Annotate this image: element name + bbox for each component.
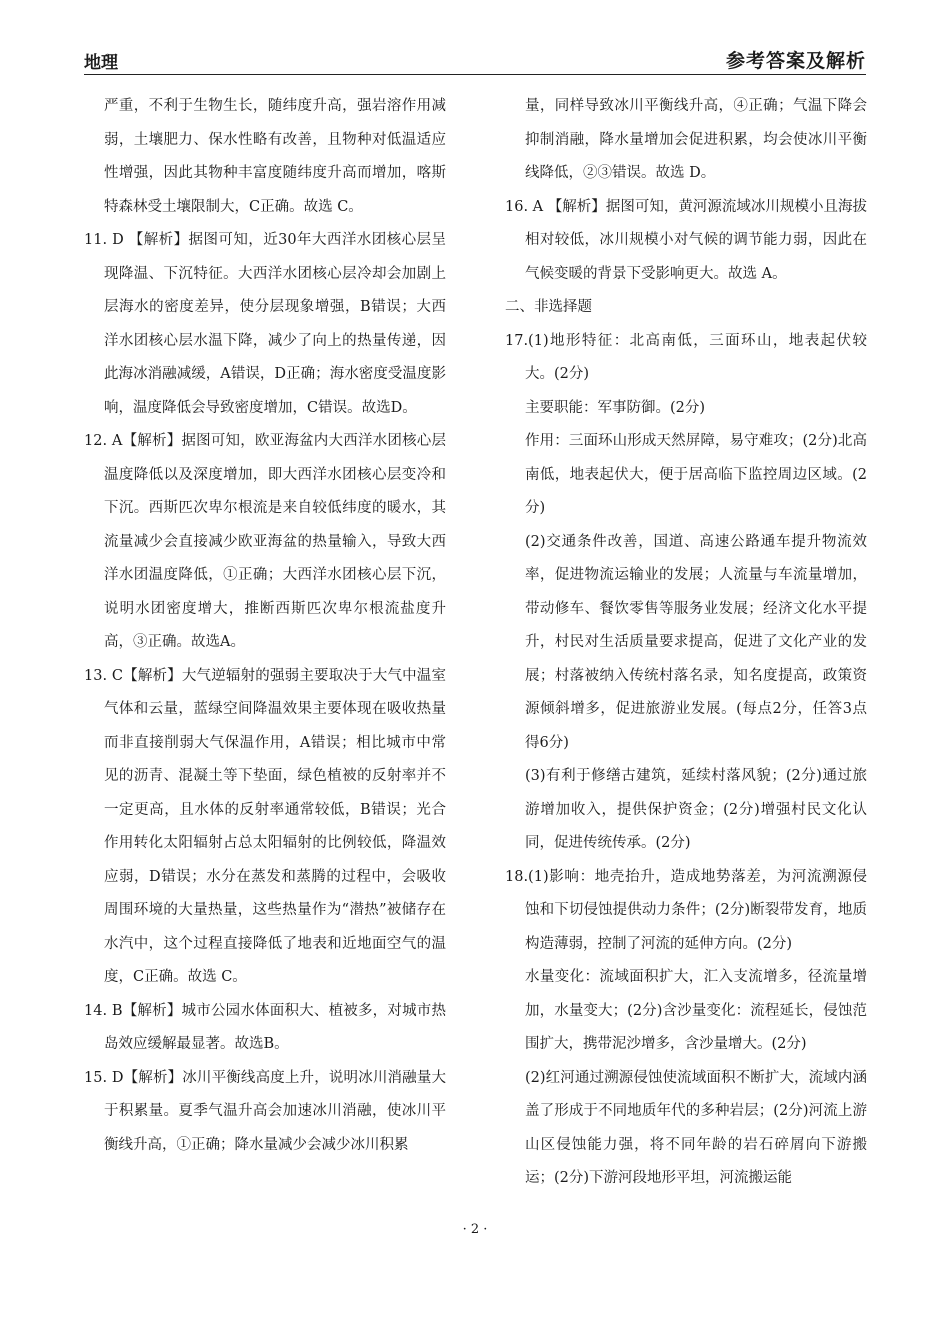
answer-item-17-part2: (2)交通条件改善，国道、高速公路通车提升物流效率，促进物流运输业的发展；人流量与车流量增加，带动修车、餐饮零售等服务业发展；经济文化水平提升，村民对生活质量要求提高，促进了文化产业的发展；村落被纳入传统村落名录，知名度提高，政策资源倾斜增多，促进旅游业发展。(每点2分，任答3点得6分) xyxy=(525,533,867,751)
answer-item-11: 11. D 【解析】据图可知，近30年大西洋水团核心层呈现降温、下沉特征。大西洋水团核心层冷却会加剧上层海水的密度差异，使分层现象增强，B错误；大西洋水团核心层水温下降，减少了向上的热量传递，因此海冰消融减缓，A错误，D正确；海水密度受温度影响，温度降低会导致密度增加，C错误。故选D。 xyxy=(84,232,446,416)
answer-item-14: 14. B【解析】城市公园水体面积大、植被多，对城市热岛效应缓解最显著。故选B。 xyxy=(84,1002,446,1052)
answer-item-16: 16. A 【解析】据图可知，黄河源流域冰川规模小且海拔相对较低，冰川规模小对气候的调节能力弱，因此在气候变暖的背景下受影响更大。故选 A。 xyxy=(505,198,867,282)
answer-item-17-part1: 17.(1)地形特征：北高南低，三面环山，地表起伏较大。(2分) xyxy=(505,332,867,382)
answer-item-17-part3: (3)有利于修缮古建筑，延续村落风貌；(2分)通过旅游增加收入，提供保护资金；(2分)增强村民文化认同，促进传统传承。(2分) xyxy=(525,768,867,851)
document-title: 参考答案及解析 xyxy=(725,50,866,72)
continuation-text: 量，同样导致冰川平衡线升高，④正确；气温下降会抑制消融，降水量增加会促进积累，均会使冰川平衡线降低，②③错误。故选 D。 xyxy=(525,98,867,181)
page-number: · 2 · xyxy=(462,1222,488,1237)
answer-item-17-function: 主要职能：军事防御。(2分) xyxy=(525,399,706,416)
answer-item-12: 12. A【解析】据图可知，欧亚海盆内大西洋水团核心层温度降低以及深度增加，即大西洋水团核心层变冷和下沉。西斯匹次卑尔根流是来自较低纬度的暖水，其流量减少会直接减少欧亚海盆的热量输入，导致大西洋水团温度降低，①正确；大西洋水团核心层下沉，说明水团密度增大，推断西斯匹次卑尔根流盐度升高，③正确。故选A。 xyxy=(84,433,446,650)
continuation-text: 严重，不利于生物生长，随纬度升高，强岩溶作用减弱，土壤肥力、保水性略有改善，且物种对低温适应性增强，因此其物种丰富度随纬度升高而增加，喀斯特森林受土壤限制大，C正确。故选 C。 xyxy=(104,98,446,215)
answer-item-13: 13. C【解析】大气逆辐射的强弱主要取决于大气中温室气体和云量，蓝绿空间降温效果主要体现在吸收热量而非直接削弱大气保温作用，A错误；相比城市中常见的沥青、混凝土等下垫面，绿色植被的反射率并不一定更高，且水体的反射率通常较低，B错误；光合作用转化太阳辐射占总太阳辐射的比例较低，降温效应弱，D错误；水分在蒸发和蒸腾的过程中，会吸收周围环境的大量热量，这些热量作为“潜热”被储存在水汽中，这个过程直接降低了地表和近地面空气的温度，C正确。故选 C。 xyxy=(84,667,446,985)
left-column xyxy=(84,90,446,1162)
section-heading: 二、非选择题 xyxy=(505,299,592,315)
answer-item-18-part2: (2)红河通过溯源侵蚀使流域面积不断扩大，流域内涵盖了形成于不同地质年代的多种岩层；(2分)河流上游山区侵蚀能力强，将不同年龄的岩石碎屑向下游搬运；(2分)下游河段地形平坦，河流搬运能 xyxy=(525,1069,867,1186)
page-header xyxy=(84,46,866,75)
right-column xyxy=(505,90,867,1196)
subject-label: 地理 xyxy=(84,53,118,73)
answer-item-17-effect: 作用：三面环山形成天然屏障，易守难攻；(2分)北高南低，地表起伏大，便于居高临下监控周边区域。(2分) xyxy=(525,433,867,516)
answer-item-18-part1: 18.(1)影响：地壳抬升，造成地势落差，为河流溯源侵蚀和下切侵蚀提供动力条件；(2分)断裂带发育，地质构造薄弱，控制了河流的延伸方向。(2分) xyxy=(505,868,867,952)
answer-item-15: 15. D【解析】冰川平衡线高度上升，说明冰川消融量大于积累量。夏季气温升高会加速冰川消融，使冰川平衡线升高，①正确；降水量减少会减少冰川积累 xyxy=(84,1069,446,1153)
answer-item-18-water: 水量变化：流域面积扩大，汇入支流增多，径流量增加，水量变大；(2分)含沙量变化：流程延长，侵蚀范围扩大，携带泥沙增多，含沙量增大。(2分) xyxy=(525,969,867,1052)
